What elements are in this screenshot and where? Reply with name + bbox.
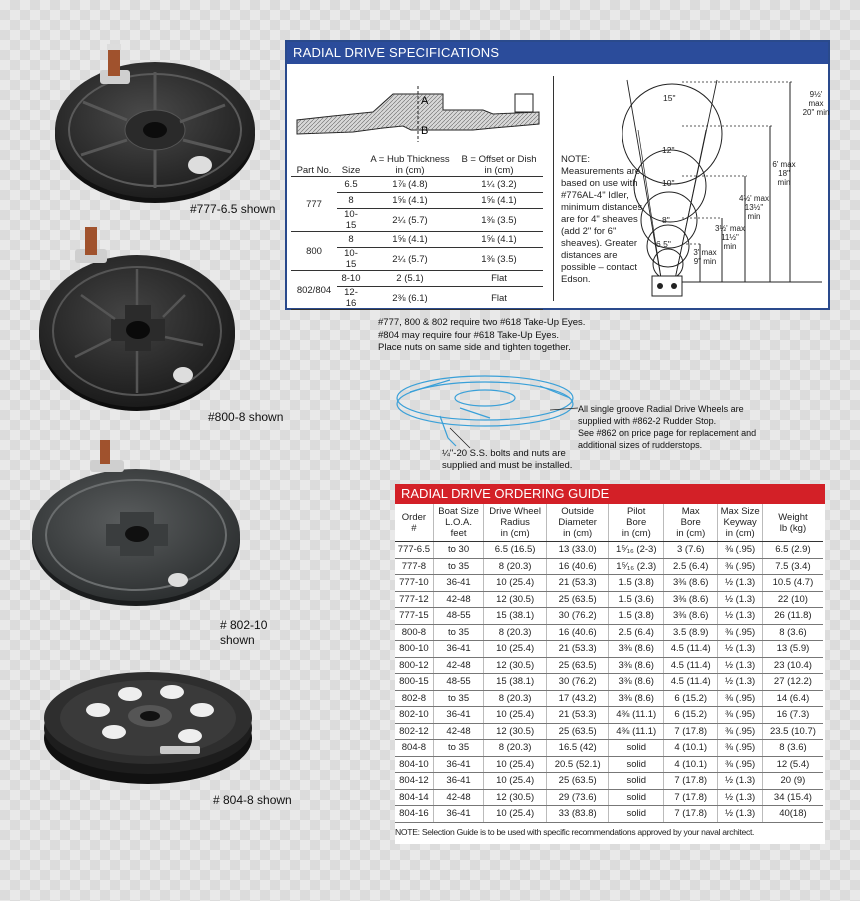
spec-a: 1⅞ (4.8) — [365, 177, 455, 193]
order-row — [395, 789, 823, 806]
distance-8: 3½' max 11½" min — [715, 224, 745, 251]
order-cell: 3 (7.6) — [663, 542, 718, 559]
order-header-cell — [484, 504, 547, 542]
photo-caption-804: # 804-8 shown — [213, 793, 292, 807]
order-cell: solid — [609, 789, 664, 806]
order-cell: 1.5 (3.6) — [609, 591, 664, 608]
order-cell: ⅜ (.95) — [718, 756, 762, 773]
order-cell: 6.5 (16.5) — [484, 542, 547, 559]
order-cell: 8 (20.3) — [484, 690, 547, 707]
bolt-line: supplied and must be installed. — [442, 460, 573, 471]
order-cell: ½ (1.3) — [718, 806, 762, 823]
order-cell: 3⅜ (8.6) — [609, 690, 664, 707]
spec-part: 800 — [291, 232, 337, 271]
order-cell: 23.5 (10.7) — [762, 723, 823, 740]
order-cell: 7 (17.8) — [663, 806, 718, 823]
spec-b: 1⅜ (3.5) — [455, 209, 543, 232]
order-cell: 25 (63.5) — [546, 723, 609, 740]
order-header-cell — [395, 504, 433, 542]
order-header-line: Diameter — [558, 517, 597, 528]
order-cell: 804-16 — [395, 806, 433, 823]
order-cell: 22 (10) — [762, 591, 823, 608]
order-row — [395, 740, 823, 757]
spec-b: Flat — [455, 271, 543, 287]
order-header-cell — [762, 504, 823, 542]
spec-a: 1⅝ (4.1) — [365, 193, 455, 209]
order-cell: 36-41 — [433, 756, 483, 773]
spec-note: NOTE: Measurements are based on use with #776AL-4" Idler, minimum distances are for 4" sheaves (add 2" for 6" sheaves). Greater distances are possible – contact Edson. — [561, 154, 643, 285]
order-cell: 29 (73.6) — [546, 789, 609, 806]
order-row — [395, 608, 823, 625]
spec-size: 8 — [337, 193, 365, 209]
order-cell: 10 (25.4) — [484, 641, 547, 658]
order-cell: 21 (53.3) — [546, 641, 609, 658]
order-cell: 26 (11.8) — [762, 608, 823, 625]
order-row — [395, 707, 823, 724]
order-header-line: lb (kg) — [779, 522, 807, 534]
rudder-line: See #862 on price page for replacement and — [578, 428, 757, 438]
order-cell: 21 (53.3) — [546, 707, 609, 724]
order-cell: solid — [609, 740, 664, 757]
order-row — [395, 575, 823, 592]
order-cell: 13 (5.9) — [762, 641, 823, 658]
order-cell: 10.5 (4.7) — [762, 575, 823, 592]
spec-a: 2¼ (5.7) — [365, 248, 455, 271]
order-table — [395, 504, 823, 823]
order-cell: 25 (63.5) — [546, 591, 609, 608]
order-cell: 8 (20.3) — [484, 624, 547, 641]
order-header-line: Keyway — [723, 517, 757, 528]
order-cell: 10 (25.4) — [484, 756, 547, 773]
order-header-line: Outside — [561, 506, 595, 517]
order-cell: 2.5 (6.4) — [609, 624, 664, 641]
order-header-line: in (cm) — [621, 528, 651, 539]
rudder-line: supplied with #862-2 Rudder Stop. — [578, 416, 717, 426]
order-cell: to 35 — [433, 558, 483, 575]
take-up-line: #777, 800 & 802 require two #618 Take-Up Eyes. — [378, 317, 586, 328]
order-header-line: Order — [401, 511, 427, 523]
order-cell: 6.5 (2.9) — [762, 542, 823, 559]
spec-part: 802/804 — [291, 271, 337, 310]
order-cell: 20.5 (52.1) — [546, 756, 609, 773]
order-cell: 2.5 (6.4) — [663, 558, 718, 575]
order-cell: 10 (25.4) — [484, 707, 547, 724]
order-cell: 25 (63.5) — [546, 773, 609, 790]
order-cell: 7 (17.8) — [663, 773, 718, 790]
order-cell: 800-10 — [395, 641, 433, 658]
hub-profile-diagram — [293, 72, 543, 150]
order-header-line: in (cm) — [563, 528, 593, 539]
order-header-cell — [433, 504, 483, 542]
order-cell: 8 (20.3) — [484, 558, 547, 575]
order-header-line: in (cm) — [500, 528, 530, 539]
order-cell: solid — [609, 806, 664, 823]
order-header-line: # — [411, 522, 417, 534]
order-header-line: feet — [450, 528, 467, 539]
order-cell: 14 (6.4) — [762, 690, 823, 707]
order-cell: 6 (15.2) — [663, 707, 718, 724]
spec-divider — [553, 76, 554, 301]
photo-caption-800: #800-8 shown — [208, 410, 284, 424]
order-cell: 6 (15.2) — [663, 690, 718, 707]
order-cell: 36-41 — [433, 575, 483, 592]
order-row — [395, 674, 823, 691]
order-cell: 36-41 — [433, 773, 483, 790]
order-cell: 42-48 — [433, 591, 483, 608]
photo-caption-802: # 802-10 shown — [220, 618, 268, 647]
order-cell: 3⅜ (8.6) — [663, 608, 718, 625]
order-cell: to 35 — [433, 740, 483, 757]
order-cell: 33 (83.8) — [546, 806, 609, 823]
order-cell: 30 (76.2) — [546, 674, 609, 691]
order-cell: ⅜ (.95) — [718, 723, 762, 740]
label-a: A — [421, 95, 429, 107]
order-note: NOTE: Selection Guide is to be used with specific recommendations approved by your naval architect. — [395, 827, 755, 837]
order-cell: 4⅜ (11.1) — [609, 723, 664, 740]
order-cell: 36-41 — [433, 806, 483, 823]
order-cell: 25 (63.5) — [546, 657, 609, 674]
ordering-guide — [395, 484, 825, 844]
circle-label-8: 8" — [662, 215, 670, 225]
order-cell: 12 (30.5) — [484, 789, 547, 806]
order-cell: ½ (1.3) — [718, 608, 762, 625]
circle-label-15: 15" — [663, 93, 676, 103]
spec-header-b: B = Offset or Dish in (cm) — [455, 154, 543, 177]
spec-a: 2 (5.1) — [365, 271, 455, 287]
order-cell: 1⁵⁄₁₆ (2.3) — [609, 558, 664, 575]
spec-row — [291, 177, 543, 193]
order-row — [395, 591, 823, 608]
order-cell: ½ (1.3) — [718, 641, 762, 658]
order-cell: ½ (1.3) — [718, 674, 762, 691]
distance-10: 4½' max 13½" min — [739, 194, 769, 221]
order-cell: 4.5 (11.4) — [663, 657, 718, 674]
order-cell: 4 (10.1) — [663, 740, 718, 757]
order-cell: 13 (33.0) — [546, 542, 609, 559]
order-cell: ½ (1.3) — [718, 773, 762, 790]
order-cell: 30 (76.2) — [546, 608, 609, 625]
spec-size: 10-15 — [337, 248, 365, 271]
circle-label-12: 12" — [662, 145, 675, 155]
spec-b: 1¼ (3.2) — [455, 177, 543, 193]
order-cell: 8 (20.3) — [484, 740, 547, 757]
order-row — [395, 690, 823, 707]
order-cell: ⅜ (.95) — [718, 624, 762, 641]
order-cell: 36-41 — [433, 641, 483, 658]
order-cell: ⅜ (.95) — [718, 707, 762, 724]
order-cell: 17 (43.2) — [546, 690, 609, 707]
order-cell: 12 (5.4) — [762, 756, 823, 773]
order-cell: solid — [609, 756, 664, 773]
order-cell: 777-8 — [395, 558, 433, 575]
order-cell: 800-15 — [395, 674, 433, 691]
order-cell: 7.5 (3.4) — [762, 558, 823, 575]
spec-size: 6.5 — [337, 177, 365, 193]
order-header-line: Bore — [680, 517, 701, 528]
take-up-line: Place nuts on same side and tighten together. — [378, 342, 571, 353]
spec-a: 2⅜ (6.1) — [365, 287, 455, 310]
distance-15: 9½' max 20" min — [802, 90, 830, 117]
rudder-note — [578, 403, 756, 451]
order-cell: 777-12 — [395, 591, 433, 608]
order-cell: 804-14 — [395, 789, 433, 806]
order-cell: ⅜ (.95) — [718, 690, 762, 707]
order-cell: 800-8 — [395, 624, 433, 641]
order-row — [395, 723, 823, 740]
order-cell: 40(18) — [762, 806, 823, 823]
order-cell: 1.5 (3.8) — [609, 608, 664, 625]
wheel-800-photo — [35, 225, 240, 415]
order-header-line: Drive Wheel — [489, 506, 541, 517]
order-cell: 48-55 — [433, 674, 483, 691]
order-cell: 10 (25.4) — [484, 773, 547, 790]
order-cell: ½ (1.3) — [718, 591, 762, 608]
distance-12: 6' max 18" min — [772, 160, 796, 187]
rudder-line: additional sizes of rudderstops. — [578, 440, 703, 450]
order-cell: 16.5 (42) — [546, 740, 609, 757]
order-header-line: in (cm) — [725, 528, 755, 539]
spec-size: 8 — [337, 232, 365, 248]
order-header-line: Weight — [778, 511, 808, 523]
order-cell: 7 (17.8) — [663, 789, 718, 806]
order-cell: 8 (3.6) — [762, 624, 823, 641]
order-row — [395, 806, 823, 823]
order-row — [395, 641, 823, 658]
order-cell: ½ (1.3) — [718, 657, 762, 674]
order-cell: ⅜ (.95) — [718, 558, 762, 575]
order-cell: 42-48 — [433, 723, 483, 740]
order-header-cell — [546, 504, 609, 542]
spec-panel — [285, 40, 830, 310]
order-header-cell — [718, 504, 762, 542]
order-cell: 12 (30.5) — [484, 591, 547, 608]
order-header-cell — [663, 504, 718, 542]
bolt-note — [442, 448, 572, 472]
spec-b: 1⅜ (3.5) — [455, 248, 543, 271]
order-cell: 777-6.5 — [395, 542, 433, 559]
order-cell: 15 (38.1) — [484, 608, 547, 625]
order-title: RADIAL DRIVE ORDERING GUIDE — [395, 484, 825, 504]
order-cell: 3⅜ (8.6) — [663, 575, 718, 592]
order-cell: 4.5 (11.4) — [663, 641, 718, 658]
spec-size: 8-10 — [337, 271, 365, 287]
order-cell: 7 (17.8) — [663, 723, 718, 740]
order-header-line: L.O.A. — [445, 517, 473, 528]
distance-6-5: 3' max 9" min — [693, 248, 717, 266]
order-cell: 36-41 — [433, 707, 483, 724]
order-cell: 20 (9) — [762, 773, 823, 790]
order-cell: solid — [609, 773, 664, 790]
spec-table — [291, 154, 543, 310]
order-cell: 27 (12.2) — [762, 674, 823, 691]
order-cell: 12 (30.5) — [484, 723, 547, 740]
order-cell: ⅜ (.95) — [718, 740, 762, 757]
order-row — [395, 773, 823, 790]
order-cell: to 30 — [433, 542, 483, 559]
order-header-line: Max — [681, 506, 700, 517]
order-row — [395, 542, 823, 559]
order-cell: 23 (10.4) — [762, 657, 823, 674]
order-cell: 3⅜ (8.6) — [609, 641, 664, 658]
spec-row — [291, 271, 543, 287]
order-cell: 777-10 — [395, 575, 433, 592]
rudder-line: All single groove Radial Drive Wheels are — [578, 404, 744, 414]
order-cell: 3⅜ (8.6) — [609, 674, 664, 691]
order-cell: 15 (38.1) — [484, 674, 547, 691]
spec-row — [291, 232, 543, 248]
label-b: B — [421, 125, 429, 137]
order-cell: 802-10 — [395, 707, 433, 724]
spec-b: 1⅝ (4.1) — [455, 193, 543, 209]
order-row — [395, 756, 823, 773]
order-header-line: Bore — [626, 517, 647, 528]
order-header-line: in (cm) — [676, 528, 706, 539]
spec-header-part: Part No. — [291, 154, 337, 177]
spec-size: 10-15 — [337, 209, 365, 232]
order-cell: ½ (1.3) — [718, 789, 762, 806]
order-header-line: Radius — [500, 517, 530, 528]
spec-b: Flat — [455, 287, 543, 310]
order-cell: 3⅜ (8.6) — [663, 591, 718, 608]
order-cell: 804-10 — [395, 756, 433, 773]
order-cell: 16 (40.6) — [546, 558, 609, 575]
order-cell: 802-8 — [395, 690, 433, 707]
order-cell: 48-55 — [433, 608, 483, 625]
spec-header-size: Size — [337, 154, 365, 177]
order-cell: 3.5 (8.9) — [663, 624, 718, 641]
circle-label-6-5: 6.5" — [656, 239, 671, 249]
order-row — [395, 558, 823, 575]
order-header-line: Max Size — [720, 506, 760, 517]
photo-caption-777: #777-6.5 shown — [190, 202, 276, 216]
order-cell: 42-48 — [433, 789, 483, 806]
order-header-line: Pilot — [626, 506, 646, 517]
order-cell: 800-12 — [395, 657, 433, 674]
order-cell: 16 (40.6) — [546, 624, 609, 641]
order-row — [395, 624, 823, 641]
order-cell: 21 (53.3) — [546, 575, 609, 592]
order-row — [395, 657, 823, 674]
spec-a: 1⅝ (4.1) — [365, 232, 455, 248]
order-header-cell — [609, 504, 664, 542]
take-up-note — [378, 317, 585, 355]
order-cell: 34 (15.4) — [762, 789, 823, 806]
order-cell: 802-12 — [395, 723, 433, 740]
sheave-distance-diagram — [622, 76, 827, 306]
order-cell: 4 (10.1) — [663, 756, 718, 773]
order-cell: 8 (3.6) — [762, 740, 823, 757]
spec-title: RADIAL DRIVE SPECIFICATIONS — [287, 42, 828, 64]
spec-size: 12-16 — [337, 287, 365, 310]
order-cell: to 35 — [433, 690, 483, 707]
wheel-804-photo — [40, 648, 255, 788]
order-cell: 16 (7.3) — [762, 707, 823, 724]
rudder-stop-sketch — [390, 368, 580, 453]
spec-header-a: A = Hub Thickness in (cm) — [365, 154, 455, 177]
circle-label-10: 10" — [662, 178, 675, 188]
wheel-777-photo — [45, 40, 265, 210]
order-cell: to 35 — [433, 624, 483, 641]
order-cell: ½ (1.3) — [718, 575, 762, 592]
order-cell: 10 (25.4) — [484, 806, 547, 823]
order-cell: 1⁵⁄₁₆ (2-3) — [609, 542, 664, 559]
spec-a: 2¼ (5.7) — [365, 209, 455, 232]
wheel-802-photo — [28, 440, 243, 610]
order-cell: ⅜ (.95) — [718, 542, 762, 559]
order-cell: 3⅜ (8.6) — [609, 657, 664, 674]
order-cell: 1.5 (3.8) — [609, 575, 664, 592]
take-up-line: #804 may require four #618 Take-Up Eyes. — [378, 329, 559, 341]
order-cell: 804-12 — [395, 773, 433, 790]
order-cell: 10 (25.4) — [484, 575, 547, 592]
order-header-line: Boat Size — [438, 506, 479, 517]
spec-b: 1⅝ (4.1) — [455, 232, 543, 248]
order-cell: 804-8 — [395, 740, 433, 757]
bolt-line: ¼"-20 S.S. bolts and nuts are — [442, 448, 566, 459]
order-cell: 4⅜ (11.1) — [609, 707, 664, 724]
order-cell: 12 (30.5) — [484, 657, 547, 674]
order-cell: 42-48 — [433, 657, 483, 674]
order-cell: 4.5 (11.4) — [663, 674, 718, 691]
spec-part: 777 — [291, 177, 337, 232]
order-cell: 777-15 — [395, 608, 433, 625]
